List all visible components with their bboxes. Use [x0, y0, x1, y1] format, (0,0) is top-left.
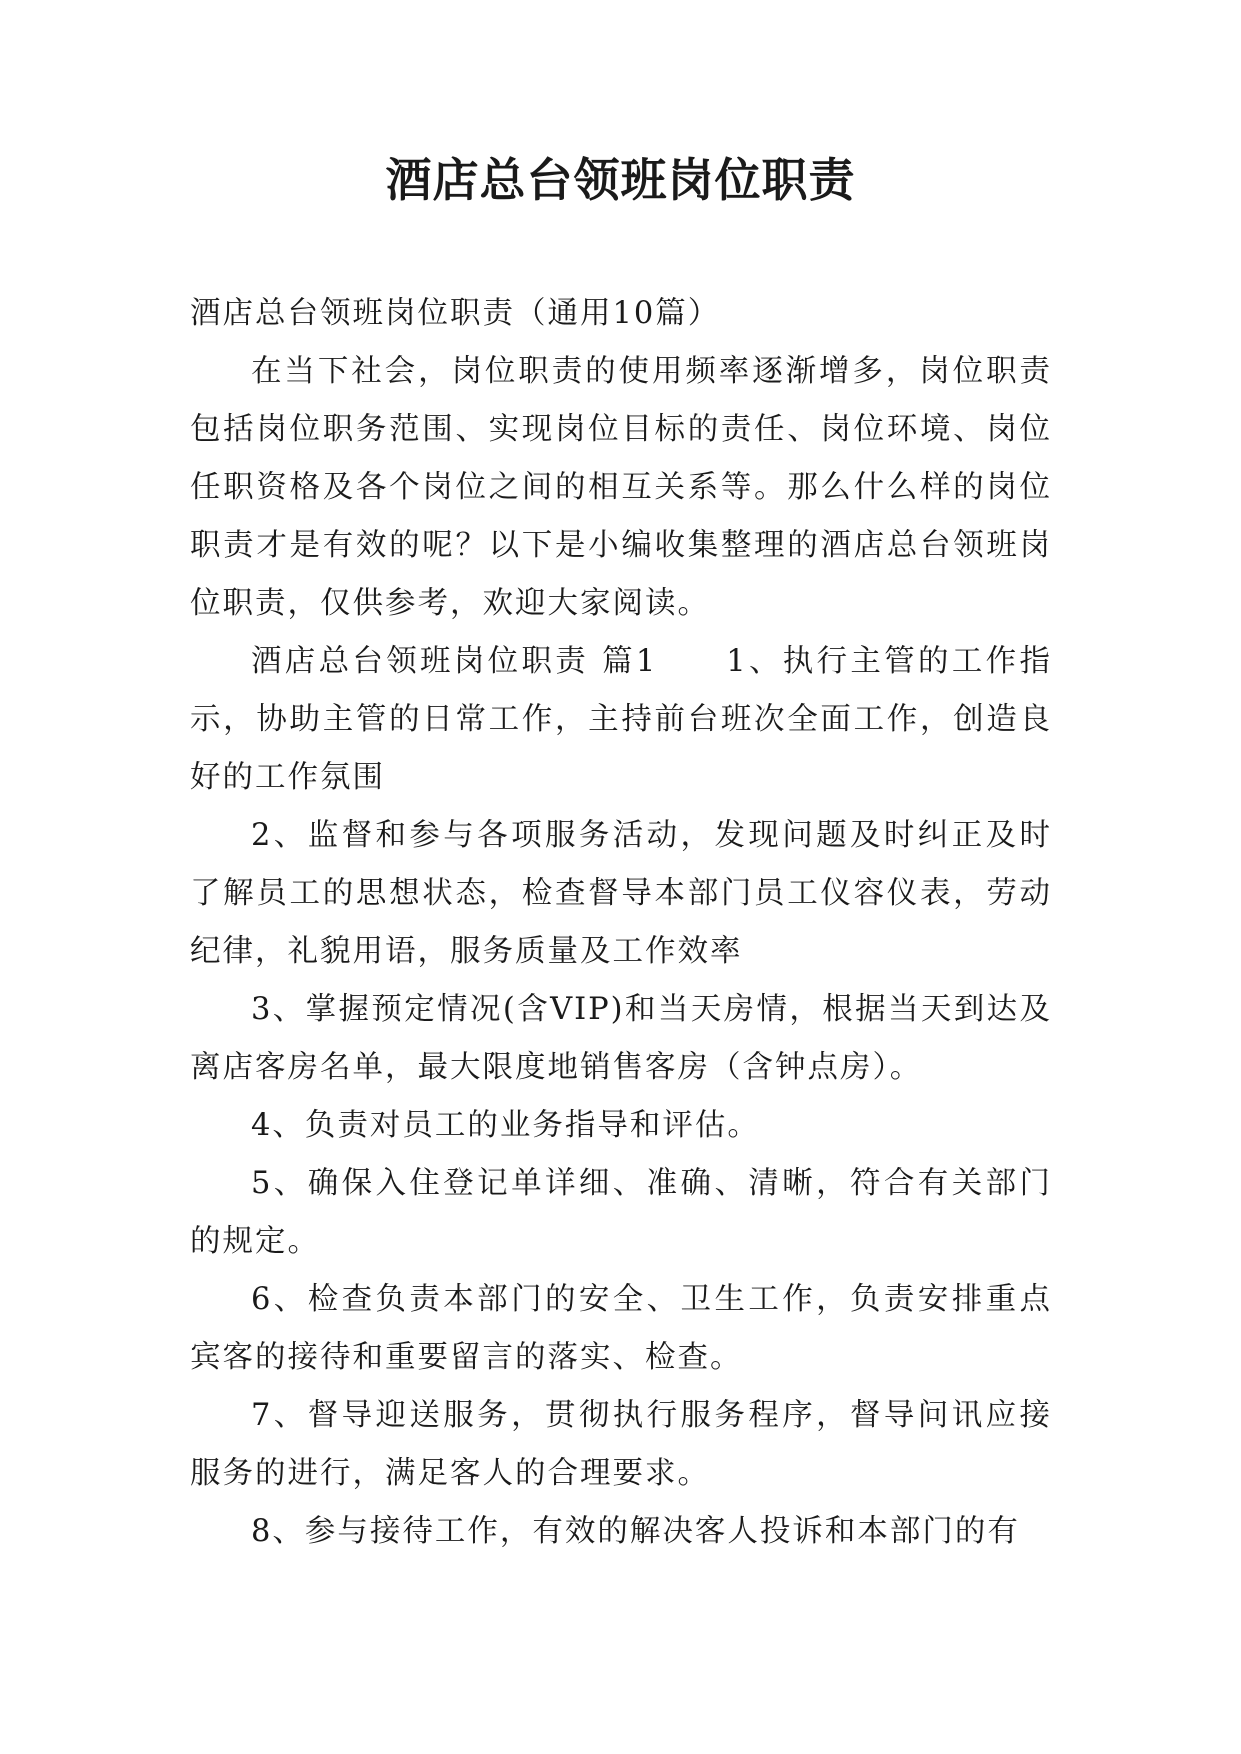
document-title: 酒店总台领班岗位职责 — [385, 153, 856, 207]
item-5: 5、确保入住登记单详细、准确、清晰，符合有关部门的规定。 — [190, 1166, 1052, 1259]
item-6: 6、检查负责本部门的安全、卫生工作，负责安排重点宾客的接待和重要留言的落实、检查。 — [190, 1282, 1052, 1375]
item-3: 3、掌握预定情况(含VIP)和当天房情，根据当天到达及离店客房名单，最大限度地销售客房（含钟点房）。 — [190, 992, 1052, 1085]
item-8: 8、参与接待工作，有效的解决客人投诉和本部门的有 — [251, 1514, 1020, 1549]
item-7: 7、督导迎送服务，贯彻执行服务程序，督导问讯应接服务的进行，满足客人的合理要求。 — [190, 1398, 1052, 1491]
item-2: 2、监督和参与各项服务活动，发现问题及时纠正及时了解员工的思想状态，检查督导本部门员工仪容仪表，劳动纪律，礼貌用语，服务质量及工作效率 — [190, 818, 1052, 969]
intro-paragraph: 在当下社会，岗位职责的使用频率逐渐增多，岗位职责包括岗位职务范围、实现岗位目标的责任、岗位环境、岗位任职资格及各个岗位之间的相互关系等。那么什么样的岗位职责才是有效的呢？以下是小编收集整理的酒店总台领班岗位职责，仅供参考，欢迎大家阅读。 — [190, 354, 1052, 621]
subtitle-line: 酒店总台领班岗位职责（通用10篇） — [190, 296, 721, 331]
item-4: 4、负责对员工的业务指导和评估。 — [251, 1108, 760, 1143]
document-body — [190, 285, 1052, 1561]
section-1-item-1: 酒店总台领班岗位职责 篇1 1、执行主管的工作指示，协助主管的日常工作，主持前台班次全面工作，创造良好的工作氛围 — [190, 644, 1052, 795]
